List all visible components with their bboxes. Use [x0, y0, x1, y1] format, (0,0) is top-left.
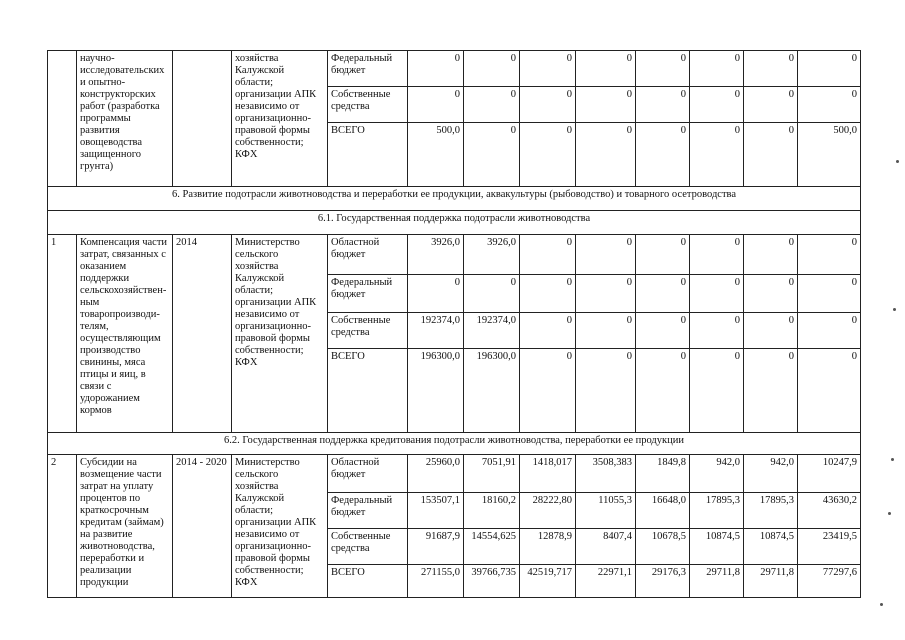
- program-table: [47, 50, 861, 598]
- value-cell: 0: [520, 349, 576, 433]
- value-cell: 0: [576, 313, 636, 349]
- table-row: [48, 51, 861, 87]
- value-cell: 1849,8: [636, 455, 690, 493]
- value-cell: 0: [798, 275, 861, 313]
- value-cell: 0: [636, 87, 690, 123]
- value-cell: 192374,0: [464, 313, 520, 349]
- value-cell: 0: [798, 51, 861, 87]
- table-row: [48, 235, 861, 275]
- value-cell: 0: [576, 123, 636, 187]
- period-cell: 2014 - 2020: [173, 455, 232, 598]
- value-cell: 192374,0: [408, 313, 464, 349]
- value-cell: 0: [464, 87, 520, 123]
- funding-source-cell: Областной бюджет: [328, 455, 408, 493]
- value-cell: 0: [576, 51, 636, 87]
- value-cell: 0: [744, 123, 798, 187]
- value-cell: 0: [636, 235, 690, 275]
- value-cell: 0: [798, 87, 861, 123]
- value-cell: 0: [520, 313, 576, 349]
- funding-source-cell: Федеральный бюджет: [328, 51, 408, 87]
- executor-cell: Министерство сельского хозяйства Калужской области; организации АПК независимо от организационно-правовой формы собственности; КФХ: [232, 235, 328, 433]
- value-cell: 22971,1: [576, 565, 636, 598]
- value-cell: 0: [744, 349, 798, 433]
- value-cell: 0: [798, 313, 861, 349]
- value-cell: 0: [690, 235, 744, 275]
- value-cell: 29176,3: [636, 565, 690, 598]
- value-cell: 0: [576, 349, 636, 433]
- value-cell: 16648,0: [636, 493, 690, 529]
- row-number-cell: 1: [48, 235, 77, 433]
- measure-name-cell: Субсидии на возмещение части затрат на уплату процентов по краткосрочным кредитам (займам) на развитие животноводства, переработки и реализации продукции: [77, 455, 173, 598]
- value-cell: 196300,0: [408, 349, 464, 433]
- value-cell: 11055,3: [576, 493, 636, 529]
- value-cell: 500,0: [408, 123, 464, 187]
- value-cell: 10678,5: [636, 529, 690, 565]
- value-cell: 0: [408, 275, 464, 313]
- value-cell: 0: [576, 275, 636, 313]
- row-number-cell: 2: [48, 455, 77, 598]
- scan-speck: [896, 160, 899, 163]
- value-cell: 942,0: [690, 455, 744, 493]
- measure-name-cell: Компенсация части затрат, связанных с оказанием поддержки сельскохозяйствен-ным товаропроизводи-телям, осуществляющим производство свинины, мяса птицы и яиц, в связи с удорожанием кормов: [77, 235, 173, 433]
- value-cell: 0: [520, 275, 576, 313]
- value-cell: 0: [520, 235, 576, 275]
- value-cell: 12878,9: [520, 529, 576, 565]
- value-cell: 0: [690, 87, 744, 123]
- scan-speck: [880, 603, 883, 606]
- value-cell: 8407,4: [576, 529, 636, 565]
- value-cell: 0: [798, 235, 861, 275]
- value-cell: 43630,2: [798, 493, 861, 529]
- value-cell: 0: [520, 87, 576, 123]
- value-cell: 942,0: [744, 455, 798, 493]
- value-cell: 14554,625: [464, 529, 520, 565]
- value-cell: 42519,717: [520, 565, 576, 598]
- section-row: [48, 433, 861, 455]
- value-cell: 0: [636, 349, 690, 433]
- value-cell: 0: [690, 313, 744, 349]
- scan-speck: [893, 308, 896, 311]
- value-cell: 3926,0: [464, 235, 520, 275]
- value-cell: 271155,0: [408, 565, 464, 598]
- funding-source-cell: Собственные средства: [328, 313, 408, 349]
- value-cell: 0: [744, 87, 798, 123]
- value-cell: 1418,017: [520, 455, 576, 493]
- value-cell: 0: [690, 123, 744, 187]
- value-cell: 0: [690, 51, 744, 87]
- value-cell: 0: [744, 313, 798, 349]
- value-cell: 0: [744, 275, 798, 313]
- executor-cell: Министерство сельского хозяйства Калужской области; организации АПК независимо от организационно-правовой формы собственности; КФХ: [232, 455, 328, 598]
- value-cell: 91687,9: [408, 529, 464, 565]
- value-cell: 17895,3: [690, 493, 744, 529]
- value-cell: 0: [636, 275, 690, 313]
- subsection-heading: 6.1. Государственная поддержка подотрасли животноводства: [48, 211, 861, 235]
- value-cell: 0: [408, 87, 464, 123]
- value-cell: 28222,80: [520, 493, 576, 529]
- period-cell: [173, 51, 232, 187]
- funding-source-cell: Собственные средства: [328, 529, 408, 565]
- value-cell: 196300,0: [464, 349, 520, 433]
- scan-speck: [888, 512, 891, 515]
- value-cell: 153507,1: [408, 493, 464, 529]
- value-cell: 0: [408, 51, 464, 87]
- scan-speck: [891, 458, 894, 461]
- value-cell: 0: [576, 87, 636, 123]
- value-cell: 0: [464, 275, 520, 313]
- funding-source-cell: Федеральный бюджет: [328, 275, 408, 313]
- funding-source-cell: ВСЕГО: [328, 349, 408, 433]
- value-cell: 0: [636, 51, 690, 87]
- value-cell: 0: [636, 123, 690, 187]
- funding-source-cell: Собственные средства: [328, 87, 408, 123]
- value-cell: 23419,5: [798, 529, 861, 565]
- value-cell: 10874,5: [690, 529, 744, 565]
- period-cell: 2014: [173, 235, 232, 433]
- funding-source-cell: ВСЕГО: [328, 565, 408, 598]
- measure-name-cell: научно-исследовательских и опытно-конструкторских работ (разработка программы развития овощеводства защищенного грунта): [77, 51, 173, 187]
- section-row: [48, 211, 861, 235]
- value-cell: 0: [464, 123, 520, 187]
- value-cell: 0: [744, 235, 798, 275]
- value-cell: 500,0: [798, 123, 861, 187]
- funding-source-cell: ВСЕГО: [328, 123, 408, 187]
- value-cell: 3926,0: [408, 235, 464, 275]
- value-cell: 0: [798, 349, 861, 433]
- value-cell: 10247,9: [798, 455, 861, 493]
- value-cell: 7051,91: [464, 455, 520, 493]
- value-cell: 0: [520, 51, 576, 87]
- value-cell: 10874,5: [744, 529, 798, 565]
- value-cell: 39766,735: [464, 565, 520, 598]
- row-number-cell: [48, 51, 77, 187]
- funding-source-cell: Федеральный бюджет: [328, 493, 408, 529]
- value-cell: 77297,6: [798, 565, 861, 598]
- subsection-heading: 6.2. Государственная поддержка кредитования подотрасли животноводства, переработки ее продукции: [48, 433, 861, 455]
- value-cell: 18160,2: [464, 493, 520, 529]
- value-cell: 3508,383: [576, 455, 636, 493]
- value-cell: 0: [576, 235, 636, 275]
- executor-cell: хозяйства Калужской области; организации АПК независимо от организационно-правовой формы собственности; КФХ: [232, 51, 328, 187]
- value-cell: 25960,0: [408, 455, 464, 493]
- value-cell: 0: [690, 349, 744, 433]
- value-cell: 0: [520, 123, 576, 187]
- value-cell: 0: [636, 313, 690, 349]
- table-row: [48, 455, 861, 493]
- funding-source-cell: Областной бюджет: [328, 235, 408, 275]
- value-cell: 17895,3: [744, 493, 798, 529]
- section-heading: 6. Развитие подотрасли животноводства и переработки ее продукции, аквакультуры (рыбоводство) и товарного осетроводства: [48, 187, 861, 211]
- value-cell: 0: [744, 51, 798, 87]
- value-cell: 29711,8: [690, 565, 744, 598]
- value-cell: 0: [464, 51, 520, 87]
- value-cell: 0: [690, 275, 744, 313]
- section-row: [48, 187, 861, 211]
- value-cell: 29711,8: [744, 565, 798, 598]
